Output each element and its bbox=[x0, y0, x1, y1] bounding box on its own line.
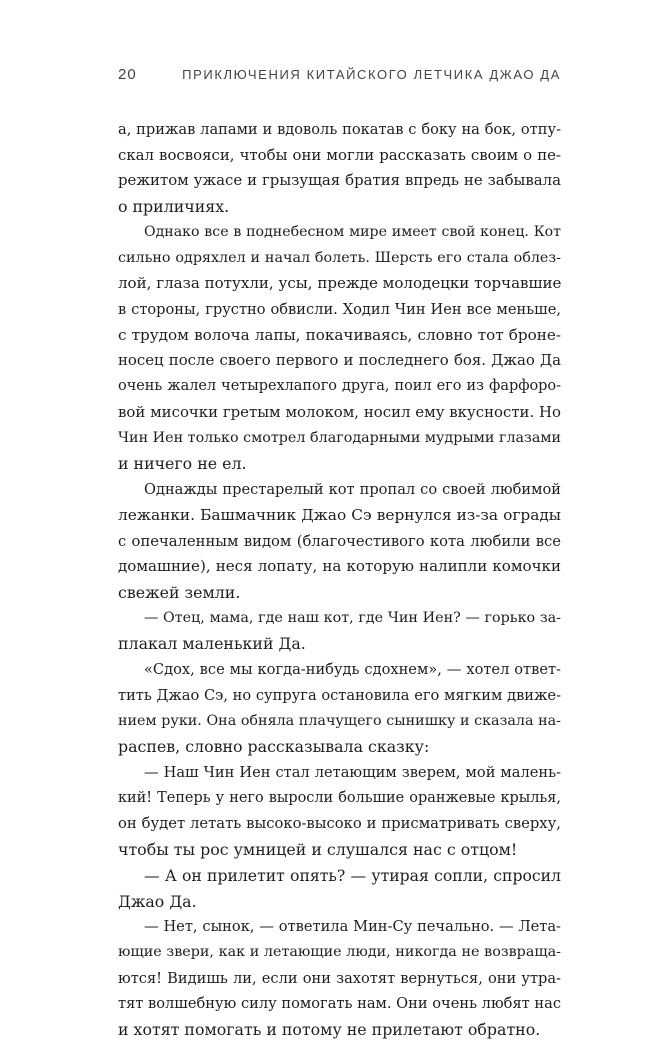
text-line: очень жалел четырехлапого друга, поил его из фарфоро- bbox=[118, 378, 561, 395]
text-line: — А он прилетит опять? — утирая сопли, спросил bbox=[144, 865, 561, 885]
text-line: он будет летать высоко-высоко и присматривать сверху, bbox=[118, 815, 561, 833]
text-line: — Нет, сынок, — ответила Мин-Су печально. — Лета- bbox=[144, 918, 561, 936]
text-line: и ничего не ел. bbox=[118, 454, 247, 474]
text-line: носец после своего первого и последнего боя. Джао Да bbox=[118, 351, 561, 370]
text-line: нием руки. Она обняла плачущего сынишку и сказала на- bbox=[118, 712, 561, 729]
text-line: Однако все в поднебесном мире имеет свой конец. Кот bbox=[144, 223, 561, 240]
text-line: с опечаленным видом (благочестивого кота любили все bbox=[118, 532, 561, 550]
running-title: ПРИКЛЮЧЕНИЯ КИТАЙСКОГО ЛЕТЧИКА ДЖАО ДА bbox=[182, 67, 561, 82]
text-line: сильно одряхлел и начал болеть. Шерсть его стала облез- bbox=[118, 249, 561, 266]
body-text bbox=[118, 117, 561, 1043]
text-line: домашние), неся лопату, на которую налипли комочки bbox=[118, 557, 561, 576]
text-line: лой, глаза потухли, усы, прежде молодецки торчавшие bbox=[118, 274, 561, 293]
text-line: скал восвояси, чтобы они могли рассказать своим о пе- bbox=[118, 145, 561, 164]
text-line: лежанки. Башмачник Джао Сэ вернулся из-за ограды bbox=[118, 505, 561, 524]
text-line: Однажды престарелый кот пропал со своей любимой bbox=[144, 481, 561, 499]
text-line: тят волшебную силу помогать нам. Они очень любят нас bbox=[118, 995, 561, 1013]
text-line: — Отец, мама, где наш кот, где Чин Иен? — горько за- bbox=[144, 609, 561, 626]
text-line: ющие звери, как и летающие люди, никогда не возвраща- bbox=[118, 944, 561, 960]
text-line: с трудом волоча лапы, покачиваясь, словно тот броне- bbox=[118, 325, 561, 344]
text-line: кий! Теперь у него выросли большие оранжевые крылья, bbox=[118, 789, 561, 806]
text-line: плакал маленький Да. bbox=[118, 634, 306, 654]
text-line: чтобы ты рос умницей и слушался нас с отцом! bbox=[118, 840, 518, 860]
text-line: Чин Иен только смотрел благодарными мудрыми глазами bbox=[118, 429, 561, 446]
page-number: 20 bbox=[118, 66, 137, 83]
text-line: о приличиях. bbox=[118, 197, 230, 217]
text-line: распев, словно рассказывала сказку: bbox=[118, 737, 430, 757]
text-line: в стороны, грустно обвисли. Ходил Чин Иен все меньше, bbox=[118, 301, 561, 319]
text-line: тить Джао Сэ, но супруга остановила его мягким движе- bbox=[118, 686, 561, 704]
text-line: ются! Видишь ли, если они захотят вернуться, они утра- bbox=[118, 969, 561, 987]
text-line: и хотят помогать и потому не прилетают обратно. bbox=[118, 1020, 541, 1040]
text-line: Джао Да. bbox=[118, 891, 197, 911]
text-line: вой мисочки гретым молоком, носил ему вкусности. Но bbox=[118, 402, 561, 421]
text-line: свежей земли. bbox=[118, 582, 241, 602]
running-header bbox=[118, 66, 561, 90]
text-line: режитом ужасе и грызущая братия впредь не забывала bbox=[118, 171, 561, 190]
text-line: «Сдох, все мы когда-нибудь сдохнем», — хотел ответ- bbox=[144, 661, 561, 679]
text-line: — Наш Чин Иен стал летающим зверем, мой малень- bbox=[144, 763, 561, 781]
text-line: а, прижав лапами и вдоволь покатав с боку на бок, отпу- bbox=[118, 121, 561, 138]
